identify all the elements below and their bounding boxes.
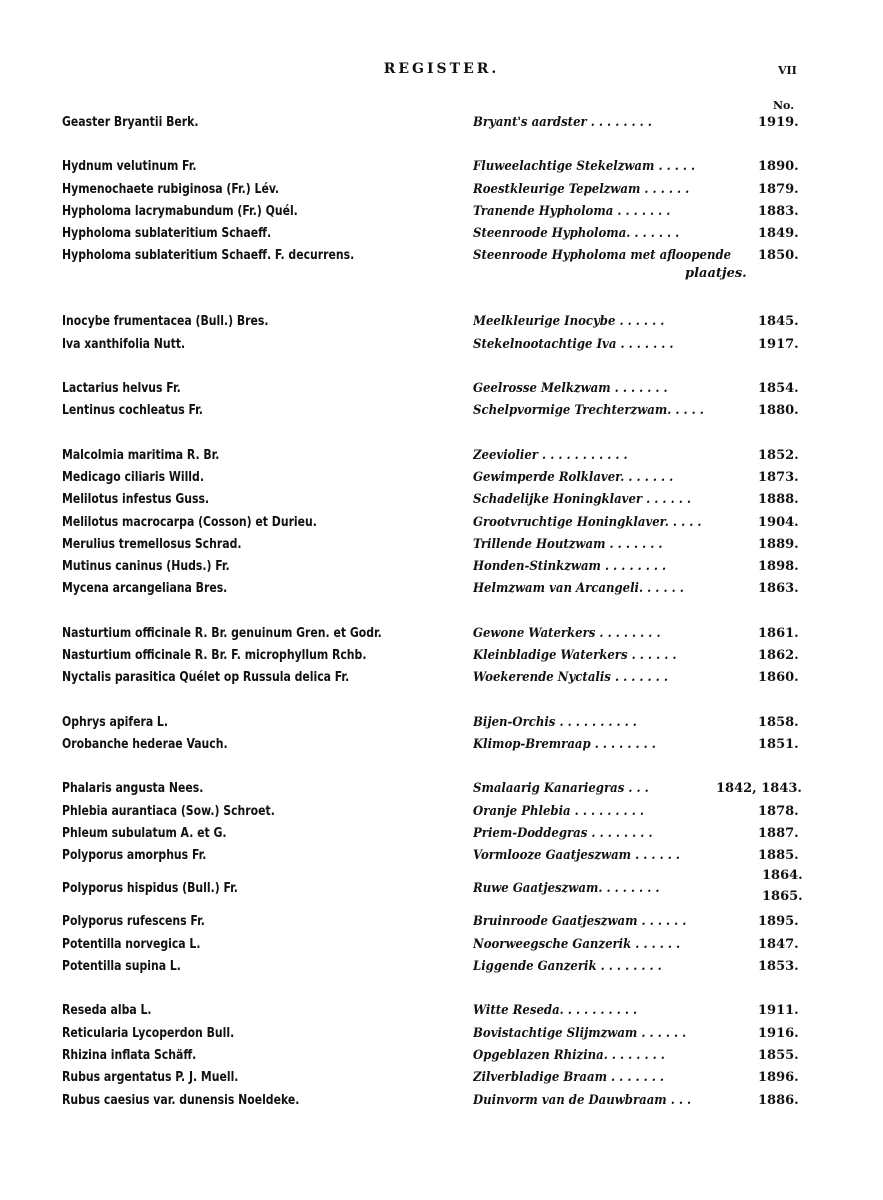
list-item xyxy=(0,401,883,423)
list-item xyxy=(0,779,883,801)
vernacular-name: Woekerende Nyctalis . . . . . . . xyxy=(473,670,668,686)
letter-group-n xyxy=(0,624,883,691)
scientific-name: Polyporus amorphus Fr. xyxy=(62,848,207,864)
list-item xyxy=(0,868,883,912)
scientific-name: Mycena arcangeliana Bres. xyxy=(62,581,228,597)
entry-number: 1873. xyxy=(758,469,799,485)
vernacular-name: Ruwe Gaatjeszwam. . . . . . . . xyxy=(473,881,660,897)
scientific-name: Rhizina inflata Schäff. xyxy=(62,1047,197,1063)
list-item xyxy=(0,735,883,757)
scientific-name: Polyporus hispidus (Bull.) Fr. xyxy=(62,881,238,897)
scientific-name: Phleum subulatum A. et G. xyxy=(62,825,227,841)
list-item xyxy=(0,935,883,957)
vernacular-name: Klimop-Bremraap . . . . . . . . xyxy=(473,736,656,752)
vernacular-name: Noorweegsche Ganzerik . . . . . . xyxy=(473,936,681,952)
list-item xyxy=(0,624,883,646)
scientific-name: Hymenochaete rubiginosa (Fr.) Lév. xyxy=(62,181,280,197)
entry-number: 1858. xyxy=(758,714,799,730)
vernacular-name: Stekelnootachtige Iva . . . . . . . xyxy=(473,336,674,352)
entry-number: 1887. xyxy=(758,825,799,841)
vernacular-name: Opgeblazen Rhizina. . . . . . . . xyxy=(473,1047,665,1063)
list-item xyxy=(0,579,883,601)
page-title: REGISTER. xyxy=(383,61,500,77)
scientific-name: Lentinus cochleatus Fr. xyxy=(62,403,203,419)
entry-number: 1849. xyxy=(758,226,799,242)
entry-number: 1854. xyxy=(758,381,799,397)
entry-number: 1863. xyxy=(758,581,799,597)
vernacular-name: Geelrosse Melkzwam . . . . . . . xyxy=(473,381,668,397)
scientific-name: Reticularia Lycoperdon Bull. xyxy=(62,1025,235,1041)
scientific-name: Melilotus macrocarpa (Cosson) et Durieu. xyxy=(62,514,317,530)
list-item xyxy=(0,513,883,535)
vernacular-name: Bryant's aardster . . . . . . . . xyxy=(473,115,652,130)
entry-number: 1904. xyxy=(758,514,799,530)
scientific-name: Phalaris angusta Nees. xyxy=(62,781,204,797)
scientific-name: Geaster Bryantii Berk. xyxy=(62,115,199,130)
scientific-name: Malcolmia maritima R. Br. xyxy=(62,447,220,463)
entry-number: 1895. xyxy=(758,914,799,930)
letter-group-g xyxy=(0,113,883,135)
scientific-name: Potentilla supina L. xyxy=(62,959,181,975)
scientific-name: Nasturtium officinale R. Br. genuinum Gren. et Godr. xyxy=(62,625,382,641)
vernacular-name: Priem-Doddegras . . . . . . . . xyxy=(473,825,653,841)
vernacular-name: Tranende Hypholoma . . . . . . . xyxy=(473,203,671,219)
entry-number: 1845. xyxy=(758,314,799,330)
vernacular-name: Duinvorm van de Dauwbraam . . . xyxy=(473,1092,692,1108)
list-item xyxy=(0,113,883,135)
entry-number: 1862. xyxy=(758,648,799,664)
entry-number: 1917. xyxy=(758,336,799,352)
number-column-header: No. xyxy=(773,99,795,112)
letter-group-h xyxy=(0,157,883,290)
list-item xyxy=(0,157,883,179)
scientific-name: Hydnum velutinum Fr. xyxy=(62,159,197,175)
entry-number: 1879. xyxy=(758,181,799,197)
entry-number: 1890. xyxy=(758,159,799,175)
letter-group-r xyxy=(0,1001,883,1112)
entry-number: 1853. xyxy=(758,959,799,975)
entry-number: 1852. xyxy=(758,447,799,463)
scientific-name: Nyctalis parasitica Quélet op Russula delica Fr. xyxy=(62,670,350,686)
entry-number: 1889. xyxy=(758,536,799,552)
vernacular-name: Meelkleurige Inocybe . . . . . . xyxy=(473,314,665,330)
vernacular-name: Kleinbladige Waterkers . . . . . . xyxy=(473,648,677,664)
entry-number: 1919. xyxy=(758,115,799,130)
vernacular-name: Trillende Houtzwam . . . . . . . xyxy=(473,536,663,552)
entry-number: 1855. xyxy=(758,1047,799,1063)
scientific-name: Reseda alba L. xyxy=(62,1003,152,1019)
list-item xyxy=(0,957,883,979)
list-item xyxy=(0,224,883,246)
scientific-name: Medicago ciliaris Willd. xyxy=(62,469,204,485)
entry-number: 1883. xyxy=(758,203,799,219)
vernacular-name: Zilverbladige Braam . . . . . . . xyxy=(473,1070,664,1086)
entry-number: 1861. xyxy=(758,625,799,641)
scientific-name: Melilotus infestus Guss. xyxy=(62,492,210,508)
list-item xyxy=(0,180,883,202)
vernacular-name: Smalaarig Kanariegras . . . xyxy=(473,781,649,797)
list-item xyxy=(0,713,883,735)
page-number: VII xyxy=(778,64,797,77)
register-list xyxy=(0,113,883,1135)
list-item xyxy=(0,912,883,934)
entry-number: 1850. xyxy=(758,248,799,264)
entry-number: 1886. xyxy=(758,1092,799,1108)
vernacular-name: Bruinroode Gaatjeszwam . . . . . . xyxy=(473,914,687,930)
list-item xyxy=(0,202,883,224)
vernacular-name: Helmzwam van Arcangeli. . . . . . xyxy=(473,581,684,597)
list-item xyxy=(0,535,883,557)
entry-number: 1878. xyxy=(758,803,799,819)
list-item xyxy=(0,335,883,357)
list-item xyxy=(0,312,883,334)
vernacular-name: Honden-Stinkzwam . . . . . . . . xyxy=(473,559,667,575)
letter-group-l xyxy=(0,379,883,424)
scientific-name: Rubus argentatus P. J. Muell. xyxy=(62,1070,239,1086)
scientific-name: Mutinus caninus (Huds.) Fr. xyxy=(62,559,230,575)
list-item xyxy=(0,246,883,290)
scientific-name: Hypholoma sublateritium Schaeff. xyxy=(62,226,272,242)
vernacular-name: Grootvruchtige Honingklaver. . . . . xyxy=(473,514,702,530)
scientific-name: Polyporus rufescens Fr. xyxy=(62,914,205,930)
vernacular-name: Zeeviolier . . . . . . . . . . . xyxy=(473,447,628,463)
list-item xyxy=(0,468,883,490)
scientific-name: Ophrys apifera L. xyxy=(62,714,169,730)
scientific-name: Hypholoma lacrymabundum (Fr.) Quél. xyxy=(62,203,298,219)
vernacular-name: Witte Reseda. . . . . . . . . . xyxy=(473,1003,638,1019)
list-item xyxy=(0,1024,883,1046)
scientific-name: Iva xanthifolia Nutt. xyxy=(62,336,186,352)
vernacular-name: Liggende Ganzerik . . . . . . . . xyxy=(473,959,662,975)
scientific-name: Inocybe frumentacea (Bull.) Bres. xyxy=(62,314,269,330)
vernacular-name: Roestkleurige Tepelzwam . . . . . . xyxy=(473,181,690,197)
list-item xyxy=(0,490,883,512)
list-item xyxy=(0,1001,883,1023)
list-item xyxy=(0,1091,883,1113)
list-item xyxy=(0,1068,883,1090)
scientific-name: Lactarius helvus Fr. xyxy=(62,381,181,397)
entry-number: 1847. xyxy=(758,936,799,952)
list-item xyxy=(0,824,883,846)
entry-number: 1860. xyxy=(758,670,799,686)
entry-number: 1880. xyxy=(758,403,799,419)
scientific-name: Phlebia aurantiaca (Sow.) Schroet. xyxy=(62,803,275,819)
entry-number: 1851. xyxy=(758,736,799,752)
vernacular-name: Gewone Waterkers . . . . . . . . xyxy=(473,625,661,641)
list-item xyxy=(0,1046,883,1068)
vernacular-name: Schadelijke Honingklaver . . . . . . xyxy=(473,492,691,508)
entry-number: 1896. xyxy=(758,1070,799,1086)
scientific-name: Hypholoma sublateritium Schaeff. F. decurrens. xyxy=(62,248,355,264)
letter-group-o xyxy=(0,713,883,758)
list-item xyxy=(0,557,883,579)
entry-number: 1865. xyxy=(762,889,803,905)
vernacular-name: Schelpvormige Trechterzwam. . . . . xyxy=(473,403,704,419)
entry-number: 1842, 1843. xyxy=(716,781,802,797)
entry-number: 1916. xyxy=(758,1025,799,1041)
list-item xyxy=(0,379,883,401)
letter-group-p xyxy=(0,779,883,979)
list-item xyxy=(0,446,883,468)
vernacular-name-continuation: plaatjes. xyxy=(685,266,747,282)
entry-number: 1885. xyxy=(758,848,799,864)
letter-group-m xyxy=(0,446,883,602)
entry-number: 1911. xyxy=(758,1003,799,1019)
letter-group-i xyxy=(0,312,883,357)
vernacular-name: Bijen-Orchis . . . . . . . . . . xyxy=(473,714,637,730)
vernacular-name: Steenroode Hypholoma met afloopende xyxy=(473,248,732,264)
scientific-name: Nasturtium officinale R. Br. F. microphyllum Rchb. xyxy=(62,648,367,664)
entry-number: 1898. xyxy=(758,559,799,575)
vernacular-name: Vormlooze Gaatjeszwam . . . . . . xyxy=(473,848,680,864)
list-item xyxy=(0,802,883,824)
list-item xyxy=(0,846,883,868)
list-item xyxy=(0,668,883,690)
vernacular-name: Bovistachtige Slijmzwam . . . . . . xyxy=(473,1025,687,1041)
scientific-name: Potentilla norvegica L. xyxy=(62,936,201,952)
scientific-name: Rubus caesius var. dunensis Noeldeke. xyxy=(62,1092,300,1108)
entry-number: 1888. xyxy=(758,492,799,508)
vernacular-name: Oranje Phlebia . . . . . . . . . xyxy=(473,803,644,819)
vernacular-name: Gewimperde Rolklaver. . . . . . . xyxy=(473,469,674,485)
vernacular-name: Steenroode Hypholoma. . . . . . . xyxy=(473,226,680,242)
list-item xyxy=(0,646,883,668)
entry-number: 1864. xyxy=(762,868,803,884)
vernacular-name: Fluweelachtige Stekelzwam . . . . . xyxy=(473,159,696,175)
scientific-name: Orobanche hederae Vauch. xyxy=(62,736,228,752)
scientific-name: Merulius tremellosus Schrad. xyxy=(62,536,242,552)
